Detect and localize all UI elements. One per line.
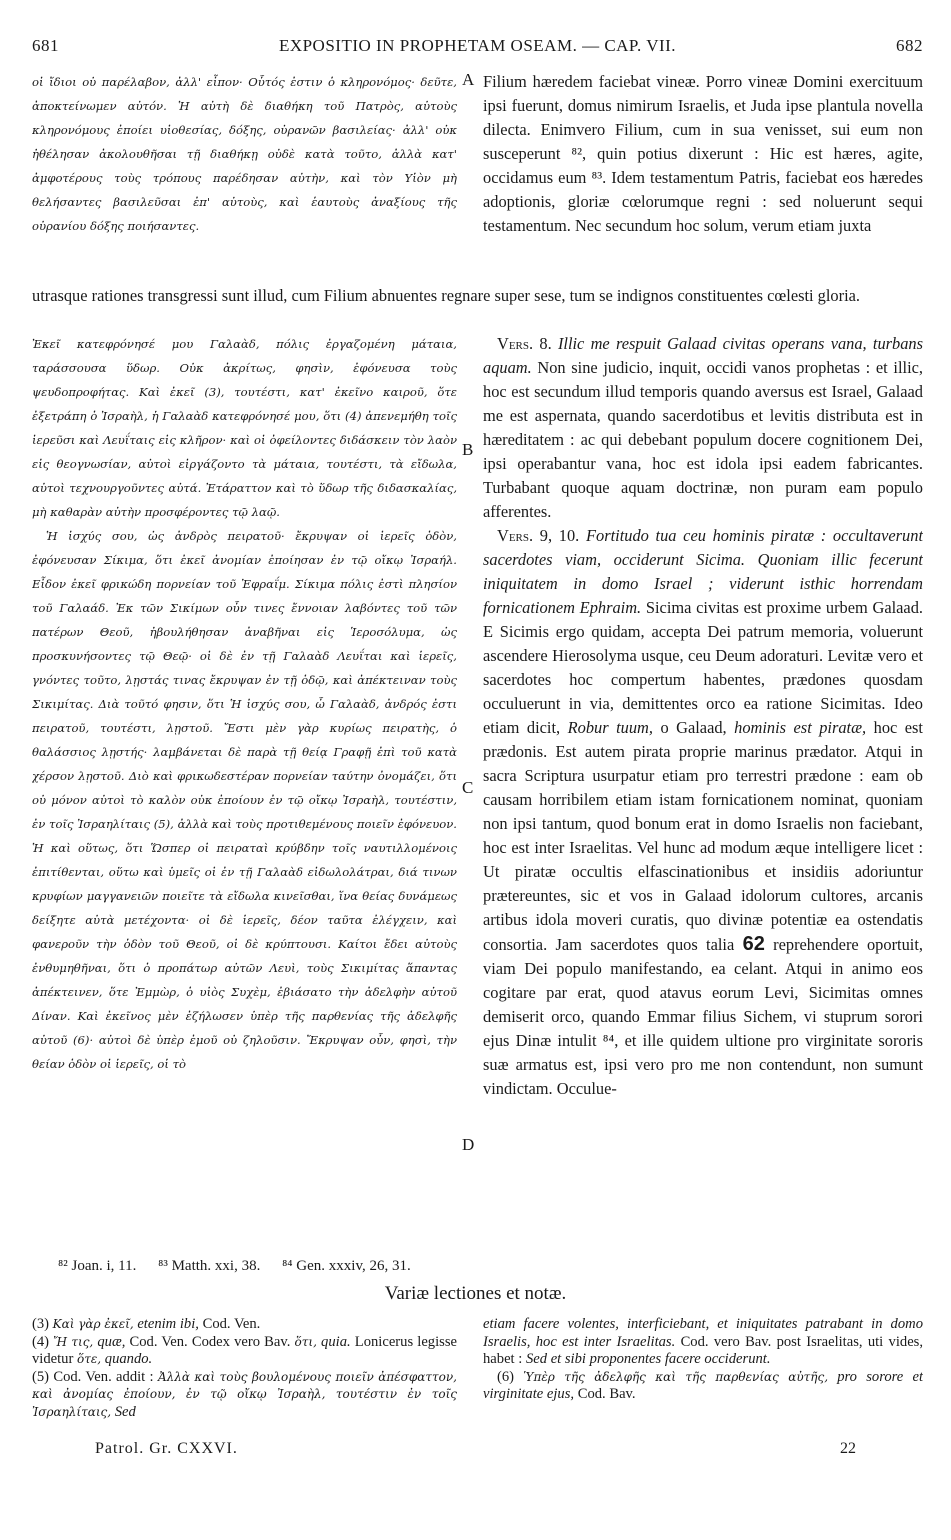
- note-number: (6): [497, 1368, 524, 1385]
- note-source: (5) Cod. Ven. addit :: [32, 1368, 158, 1385]
- latin-variant: Sed: [111, 1403, 136, 1420]
- note-source: Cod. Ven. Codex vero Bav.: [125, 1333, 295, 1350]
- verse-text-9d: reprehendere oportuit, viam Dei populo manifestando, ea celant. Atqui in animo eos cogitare par erat, quod atavus eorum Levi, Sicimitas omnes demiserit orco, quando Emmar filius Sichem, vi stuprum sorori ejus Dinæ intulit ⁸⁴, et ille quidem ultione pro virginitate sororis suæ armatus est, ipsi vero pro me non contendunt, non sumunt vindictam. Occulue-: [483, 935, 923, 1098]
- lemma-robur: Robur tuum,: [567, 718, 653, 737]
- variant-note-3: [32, 1316, 457, 1334]
- verse-lemma-8: Illic me respuit Galaad civitas operans vana, turbans aquam.: [483, 334, 923, 377]
- variae-heading: Variæ lectiones et notæ.: [384, 1283, 567, 1304]
- variae-right-column: [483, 1316, 923, 1428]
- footnote-82: ⁸² Joan. i, 11.: [58, 1258, 137, 1274]
- signature-number: 22: [840, 1440, 856, 1457]
- footnote-84: ⁸⁴ Gen. xxxiv, 26, 31.: [282, 1258, 411, 1274]
- verse-text-9b: o Galaad,: [652, 718, 735, 737]
- greek-variant: Ἤ τις,: [53, 1334, 94, 1349]
- running-title: EXPOSITIO IN PROPHETAM OSEAM. — CAP. VII.: [278, 36, 677, 55]
- spanning-line: utrasque rationes transgressi sunt illud, cum Filium abnuentes regnare super sese, tum se indignos constituentes cœlesti gloria.: [32, 286, 861, 305]
- note-source: Lonicerus legisse videtur: [32, 1333, 457, 1367]
- variant-note-4: [32, 1334, 457, 1369]
- variant-note-5-cont: [483, 1316, 923, 1369]
- latin-column-top: [483, 70, 923, 292]
- margin-marker-c: C: [462, 778, 474, 797]
- greek-column-top: [32, 70, 457, 292]
- greek-paragraph-v9: Ἡ ἰσχύς σου, ὡς ἀνδρὸς πειρατοῦ· ἔκρυψαν οἱ ἱερεῖς ὁδὸν, ἐφόνευσαν Σίκιμα, ὅτι ἐκεῖ ἀνομίαν ἐποίησαν ἐν τῷ οἴκῳ Ἰσραήλ. Εἶδον ἐκεῖ φρικώδη πορνείαν τοῦ Ἐφραΐμ. Σίκιμα πόλις ἐστὶ πλησίον τοῦ Γαλαάδ. Ἐκ τῶν Σικίμων οὖν τινες ἔννοιαν λαβόντες τοῦ τῶν πατέρων Θεοῦ, ἠβουλήθησαν ἀναβῆναι εἰς Ἱεροσόλυμα, ὡς προσκυνήσοντες τῷ Θεῷ· οἱ δὲ ἐν τῇ Γαλαὰδ Λευΐται καὶ ἱερεῖς, γνόντες τοῦτο, λῃστάς τινας ἔκρυψαν ἐν τῇ ὁδῷ, καὶ ἀπέκτειναν τοὺς Σικιμίτας. Διὰ τοῦτό φησιν, ὅτι Ἡ ἰσχύς σου, ὦ Γαλαὰδ, ἀνδρός ἐστι πειρατοῦ, τουτέστι, λῃστοῦ. Ἔστι μὲν γὰρ κυρίως πειρατὴς, ὁ θαλάσσιος λῃστής· λαμβάνεται δὲ παρὰ τῇ θείᾳ Γραφῇ ἐπὶ τοῦ κατὰ χέρσον λῃστοῦ. Διὸ καὶ φρικωδεστέραν πορνείαν ταύτην ὀνομάζει, ὅτι οὐ μόνον αὐτοὶ τὸ καλὸν οὐκ ἐποίουν ἐν τῷ οἴκῳ Ἰσραὴλ, τουτέστιν, ἐν τοῖς Ἰσραηλίταις (5), ἀλλὰ καὶ τοὺς προτιθεμένους ποιεῖν ἐφόνευον. Ἡ καὶ οὕτως, ὅτι Ὥσπερ οἱ πειραταὶ κρύβδην τοῖς ναυτιλλομένοις ἐπιτίθενται, οὕτω καὶ ὑμεῖς οἱ ἐν τῇ Γαλαὰδ εἰδωλολάτραι, διά τινων κρυφίων μαγγανειῶν ποιεῖτε τὰ εἴδωλα κινεῖσθαι, ἵνα θείας δυνάμεως δείξητε αὐτὰ μετέχοντα· οἱ δὲ ἱερεῖς, δέον ταῦτα ἐλέγχειν, καὶ φανεροῦν τὴν ὁδὸν τοῦ Θεοῦ, οἱ δὲ κρύπτουσι. Καίτοι ἔδει αὐτοὺς ἐνθυμηθῆναι, ὅτι ὁ προπάτωρ αὐτῶν Λευὶ, τοὺς Σικιμίτας ἅπαντας ἀπέκτεινεν, ὅτε Ἐμμὼρ, ὁ υἱὸς Συχὲμ, ἐβιάσατο τὴν ἀδελφὴν αὐτοῦ Δίναν. Καὶ ἐκεῖνος μὲν ἐζήλωσεν ὑπὲρ τῆς παρθενίας τῆς ἀδελφῆς αὐτοῦ (6)· αὐτοὶ δὲ ὑπὲρ ἐμοῦ οὐ ζηλοῦσιν. Ἔκρυψαν οὖν, φησὶ, τὴν θείαν ὁδὸν οἱ ἱερεῖς, οἱ τὸ: [32, 529, 457, 1071]
- latin-variant: etenim ibi,: [133, 1316, 199, 1332]
- variant-note-5: [32, 1369, 457, 1422]
- verse-label-8: Vers. 8.: [497, 334, 552, 353]
- note-number: (3): [32, 1316, 53, 1332]
- greek-variant: ὅτι,: [294, 1334, 317, 1349]
- note-source: Cod. Ven.: [198, 1316, 261, 1332]
- latin-variant: Sed et sibi proponentes facere occiderunt.: [525, 1351, 771, 1367]
- greek-column-main: [32, 332, 457, 1252]
- latin-column-main: [483, 332, 923, 1252]
- signature-mark: Patrol. Gr. CXXVI.: [95, 1440, 238, 1457]
- latin-variant: quando.: [101, 1351, 153, 1367]
- verse-label-9: Vers. 9, 10.: [497, 526, 580, 545]
- latin-paragraph: Filium hæredem faciebat vineæ. Porro vineæ Domini exercituum ipsi fuerunt, domus nimirum Israelis, et Juda ipse plantula novella dilecta. Enimvero Filium, cum in sua venisset, sui eum non susceperunt ⁸², quin potius dixerunt : Hic est hæres, agite, occidamus eum ⁸³. Idem testamentum Patris, faciebat eos hæredes adoptionis, gloriæ cœlorumque regni : sed noluerunt sequi testamentum. Nec secundum hoc solum, verum etiam juxta: [483, 72, 923, 235]
- greek-variant: Καὶ γὰρ ἐκεῖ,: [52, 1317, 134, 1331]
- column-number: 62: [742, 933, 765, 955]
- latin-variant: pro sorore et virginitate ejus,: [483, 1368, 923, 1402]
- greek-variant: ὅτε,: [77, 1352, 102, 1366]
- variant-note-6: [483, 1369, 923, 1404]
- note-source: Cod. Bav.: [574, 1386, 636, 1402]
- verse-text-8: Non sine judicio, inquit, occidi vanos prophetas : et illic, hoc est secundum illud temporis quando aversus est Israel, Galaad me est aspernata, quando sacerdotibus et levitis distributa est in hæreditatem : ac qui debebant populum docere cognitionem Dei, ipsi operabantur vana, hoc est idola ipsi eadem fabricantes. Turbabant quoque aquam doctrinæ, non puram eam populo afferentes.: [483, 358, 923, 521]
- margin-marker-b: B: [462, 440, 474, 459]
- verse-text-9c: hoc est prædonis. Est autem pirata proprie marinus prædator. Atqui in sacra Scriptura usurpatur etiam pro terrestri prædone : eam ob causam horribilem etiam istam fornicationem nominat, quoniam non ipsi tantum, quod bonum erat in domo Israelis non faciebant, hoc est inter Israelitas. Vel hunc ad modum æque intelligere licet : Ut piratæ occultis elfascinationibus et insidiis adoriuntur prætereuntes, sic et vos in Galaad idolorum cultores, arcanis artibus idola moveri curatis, quo divinæ potentiæ ea ostendatis consortia. Jam sacerdotes quos talia: [483, 718, 923, 954]
- latin-variant: etiam facere volentes, interficiebant, et iniquitates patrabant in domo Israelis, hoc est inter Israelitas.: [483, 1316, 923, 1350]
- page-number-left: 681: [32, 36, 59, 55]
- footnotes: [58, 1258, 918, 1275]
- margin-marker-a: A: [462, 70, 475, 89]
- running-head: [32, 36, 923, 60]
- note-number: (4): [32, 1333, 54, 1350]
- greek-variant: Ὑπὲρ τῆς ἀδελφῆς καὶ τῆς παρθενίας αὐτῆς,: [523, 1369, 829, 1384]
- margin-marker-d: D: [462, 1135, 475, 1154]
- page-number-right: 682: [896, 36, 923, 55]
- latin-paragraph-v8: [483, 332, 923, 524]
- greek-paragraph-v8: Ἐκεῖ κατεφρόνησέ μου Γαλαὰδ, πόλις ἐργαζομένη μάταια, ταράσσουσα ὕδωρ. Οὐκ ἀκρίτως, φησὶν, ἐφόνευσα τοὺς ψευδοπροφήτας. Καὶ ἐκεῖ (3), τουτέστι, κατ' ἐκεῖνο καιροῦ, ὅτε ἐξετράπη ὁ Ἰσραὴλ, ἡ Γαλαὰδ κατεφρόνησέ μου, ὅτι (4) ἀπενεμήθη τοῖς ἱερεῦσι καὶ Λευΐταις εἰς κλῆρον· καὶ οἱ ὀφείλοντες διδάσκειν τὸν λαὸν εἰς θεογνωσίαν, αὐτοὶ εἰργάζοντο τὰ μάταια, τουτέστι, τὰ εἴδωλα, αὐτοὶ τεχνουργοῦντες αὐτά. Ἐτάραττον καὶ τὸ ὕδωρ τῆς διδασκαλίας, μὴ καθαρὰν αὐτὴν προσφέροντες τῷ λαῷ.: [32, 337, 457, 519]
- verse-lemma-9: Fortitudo tua ceu hominis piratæ : occultaverunt sacerdotes viam, occiderunt Sicima. Quoniam illic fecerunt iniquitatem in domo Israel ; viderunt isthic horrendam fornicationem Ephraim.: [483, 526, 923, 617]
- greek-paragraph: οἱ ἴδιοι οὐ παρέλαβον, ἀλλ' εἶπον· Οὗτός ἐστιν ὁ κληρονόμος· δεῦτε, ἀποκτείνωμεν αὐτόν. Ἡ αὐτὴ δὲ διαθήκη τοῦ Πατρὸς, αὐτοὺς κληρονόμους ἐποίει υἱοθεσίας, δόξης, οὐρανῶν βασιλείας· ἀλλ' οὐκ ἠθέλησαν ἀκολουθῆσαι τῇ διαθήκῃ οὐδὲ κατὰ τοῦτο, ἀλλὰ κατ' ἀμφοτέρους τοὺς τρόπους παρέδησαν αὐτὴν, καὶ τὸν Υἱὸν μὴ θελήσαντες βασιλεῦσαι ἐπ' αὐτοὺς, καὶ ἑαυτοὺς ἀναξίους τῆς οὐρανίου δόξης ποιήσαντες.: [32, 75, 457, 233]
- latin-paragraph-v9: [483, 524, 923, 1101]
- latin-variant: quia.: [316, 1333, 351, 1350]
- latin-variant: quæ,: [93, 1333, 126, 1350]
- footnote-83: ⁸³ Matth. xxi, 38.: [158, 1258, 261, 1274]
- greek-variant: Ἀλλὰ καὶ τοὺς βουλομένους ποιεῖν ἀπέσφαττον, καὶ ἀνομίας ἐποίουν, ἐν τῷ οἴκῳ Ἰσραὴλ, τουτέστιν ἐν τοῖς Ἰσραηλίταις,: [32, 1369, 457, 1419]
- verse-text-9a: Sicima civitas est proxime urbem Galaad. E Sicimis ergo quidam, accepta Dei patrum memoria, voluerunt ascendere Hierosolyma usque, ceu Deum adoraturi. Levitæ vero et sacerdotes hoc compertum habentes, prædones quosdam occuluerunt in via, demittentes orco ea ratione Sicimitas. Ideo etiam dicit,: [483, 598, 923, 737]
- variae-left-column: [32, 1316, 457, 1428]
- spanning-paragraph: [32, 284, 923, 332]
- lemma-piratae: hominis est piratæ,: [734, 718, 867, 737]
- note-source: Cod. vero Bav. post Israelitas, uti vides, habet :: [483, 1333, 923, 1367]
